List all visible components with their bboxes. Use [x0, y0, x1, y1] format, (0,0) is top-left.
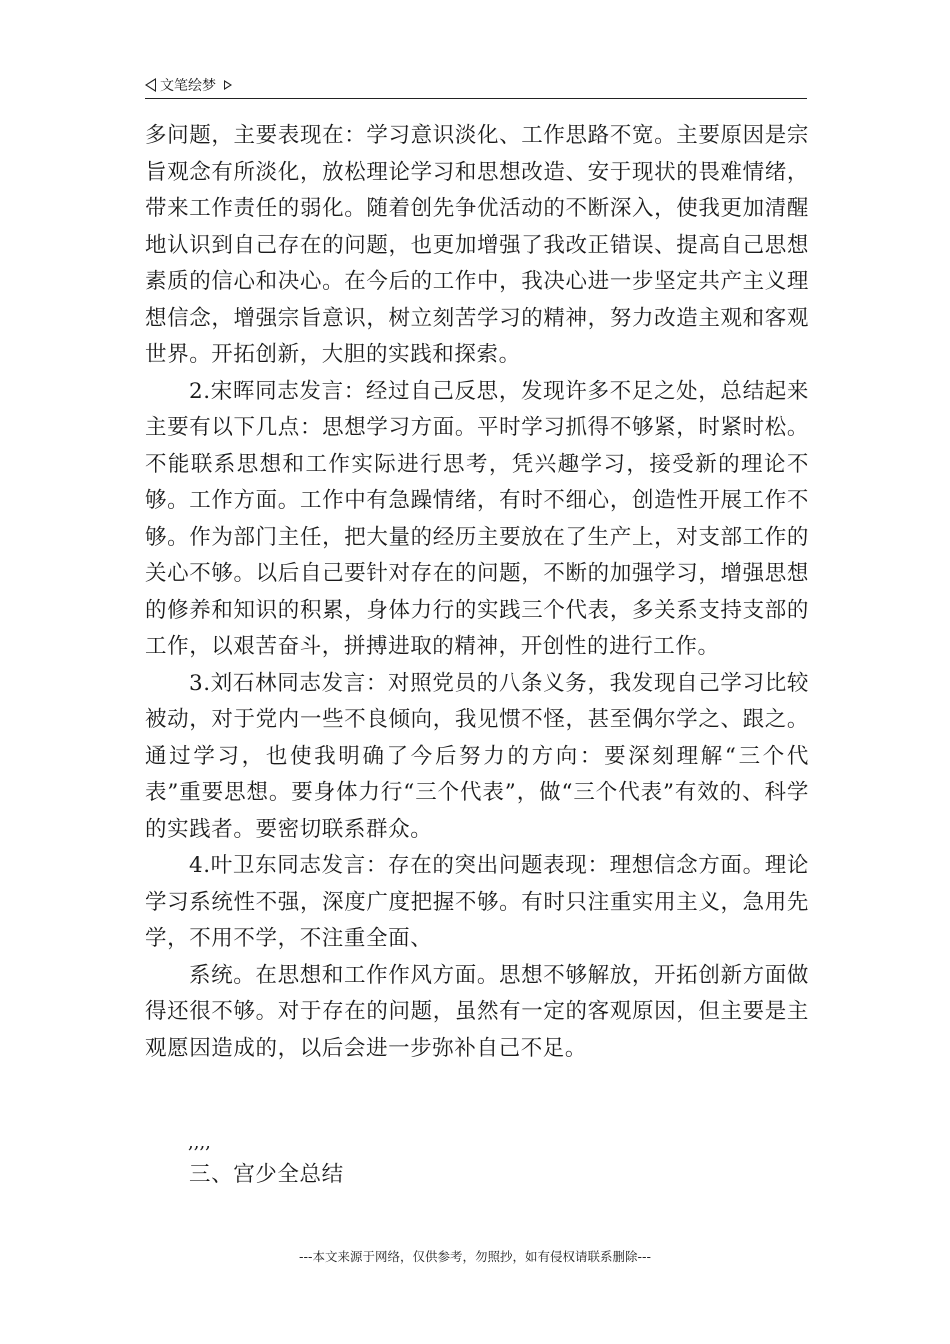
paragraph-5: 系统。在思想和工作作风方面。思想不够解放，开拓创新方面做得还很不够。对于存在的问题，虽然有一定的客观原因，但主要是主观愿因造成的，以后会进一步弥补自己不足。 — [145, 962, 809, 1061]
paragraph-1: 多问题，主要表现在：学习意识淡化、工作思路不宽。主要原因是宗旨观念有所淡化，放松理论学习和思想改造、安于现状的畏难情绪，带来工作责任的弱化。随着创先争优活动的不断深入，使我更加清醒地认识到自己存在的问题，也更加增强了我改正错误、提高自己思想素质的信心和决心。在今后的工作中，我决心进一步坚定共产主义理想信念，增强宗旨意识，树立刻苦学习的精神，努力改造主观和客观世界。开拓创新，大胆的实践和探索。 — [145, 123, 809, 367]
section-heading: 三、宫少全总结 — [189, 1162, 344, 1187]
footer-notice: ---本文来源于网络，仅供参考，勿照抄，如有侵权请联系删除--- — [298, 1249, 652, 1264]
ellipsis-marks: ,,,, — [188, 1132, 211, 1153]
page-header — [145, 72, 807, 99]
paragraph-3: 3.刘石林同志发言：对照党员的八条义务，我发现自己学习比较被动，对于党内一些不良倾向，我见惯不怪，甚至偶尔学之、跟之。通过学习，也使我明确了今后努力的方向：要深刻理解“三个代表”重要思想。要身体力行“三个代表”，做“三个代表”有效的、科学的实践者。要密切联系群众。 — [145, 670, 809, 842]
triangle-left-icon — [145, 78, 156, 92]
paragraph-2: 2.宋晖同志发言：经过自己反思，发现许多不足之处，总结起来主要有以下几点：思想学习方面。平时学习抓得不够紧，时紧时松。不能联系思想和工作实际进行思考，凭兴趣学习，接受新的理论不够。工作方面。工作中有急躁情绪，有时不细心，创造性开展工作不够。作为部门主任，把大量的经历主要放在了生产上，对支部工作的关心不够。以后自己要针对存在的问题，不断的加强学习，增强思想的修养和知识的积累，身体力行的实践三个代表，多关系支持支部的工作，以艰苦奋斗，拼搏进取的精神，开创性的进行工作。 — [145, 378, 809, 659]
header-brand: 文笔绘梦 — [160, 78, 216, 94]
paragraph-4: 4.叶卫东同志发言：存在的突出问题表现：理想信念方面。理论学习系统性不强，深度广度把握不够。有时只注重实用主义，急用先学，不用不学，不注重全面、 — [145, 853, 809, 951]
triangle-right-icon — [224, 80, 232, 90]
document-body — [145, 118, 809, 1067]
